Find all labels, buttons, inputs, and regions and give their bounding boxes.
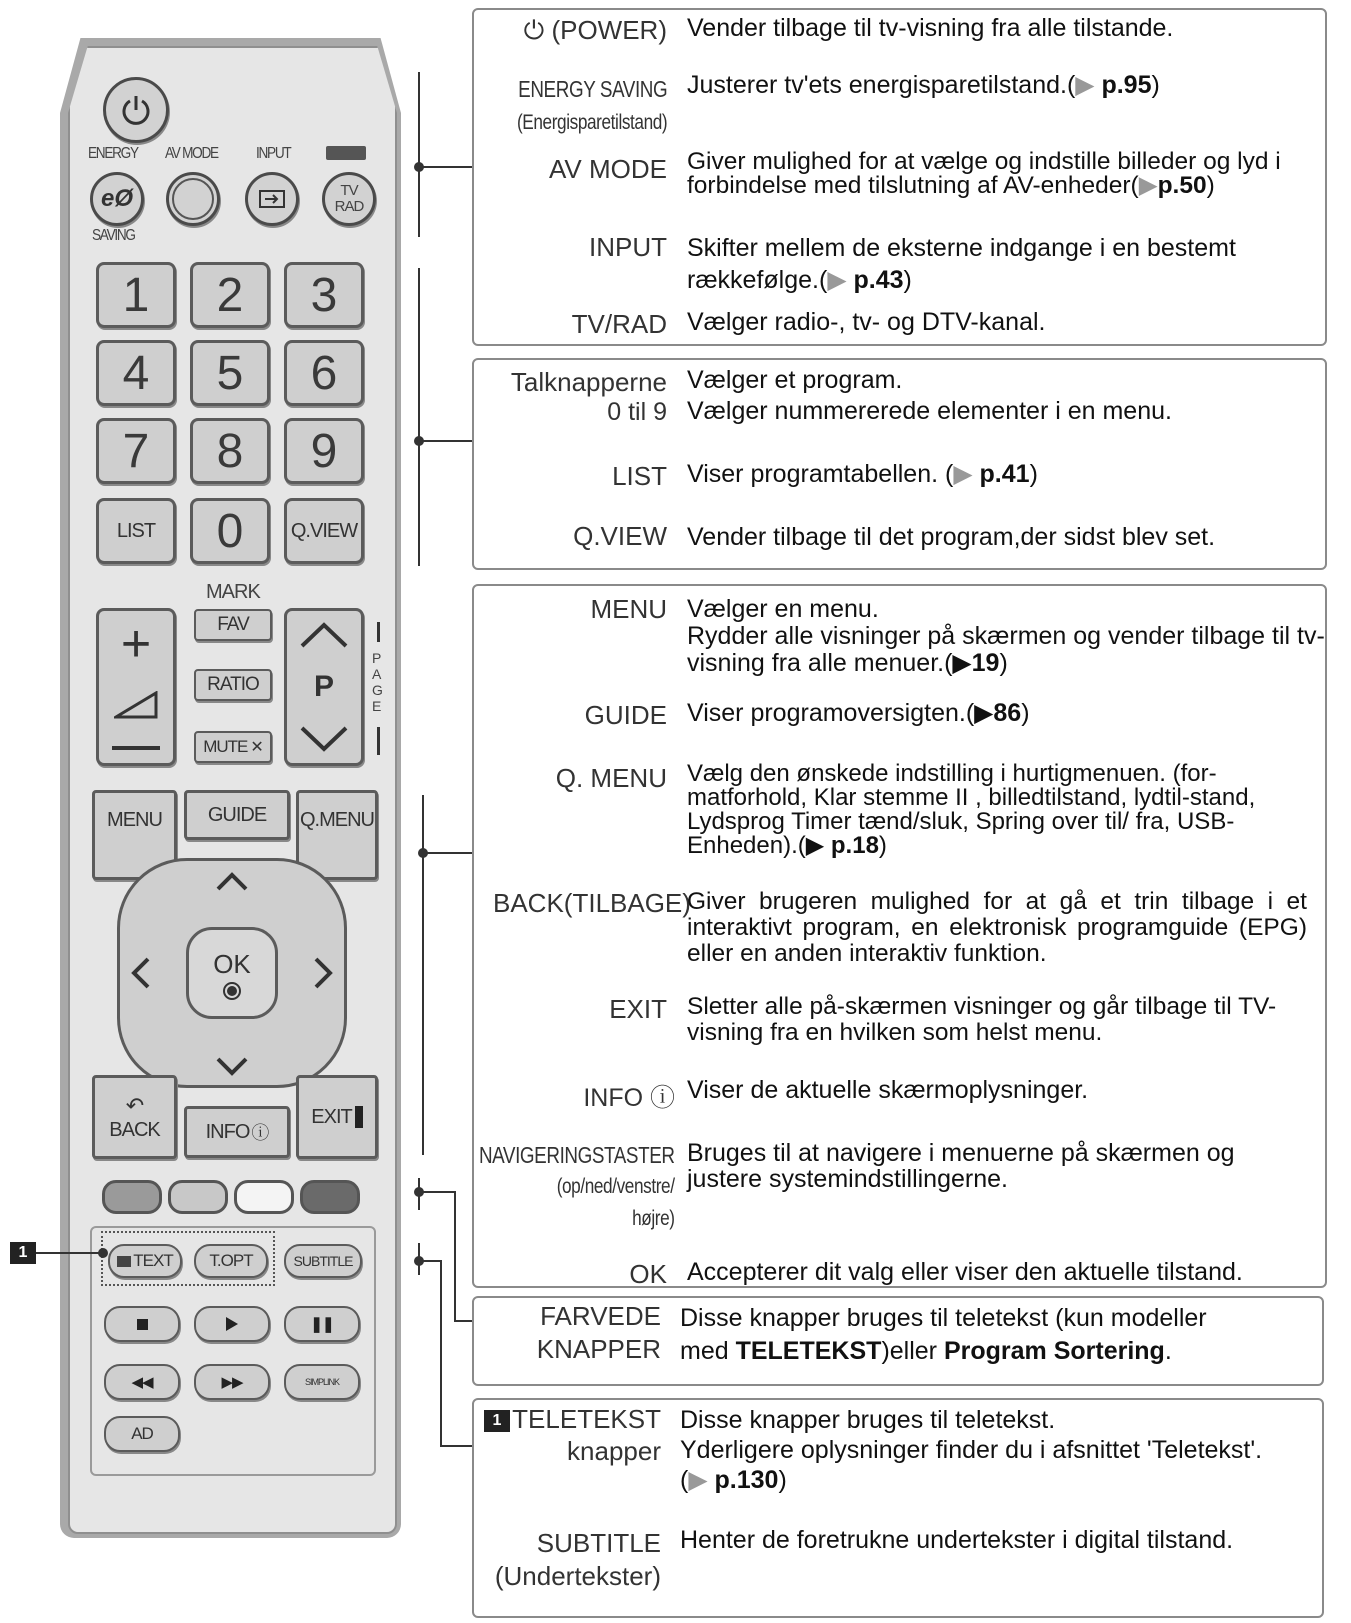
rewind-icon: ◀◀ <box>131 1374 153 1391</box>
digit-7-button[interactable]: 7 <box>96 418 176 484</box>
nav-up-icon[interactable] <box>215 871 249 891</box>
desc-color-keys: Disse knapper bruges til teletekst (kun modeller med TELETEKST)eller Program Sortering. <box>680 1304 1207 1365</box>
desc-0-to-9: Vælger nummererede elementer i en menu. <box>687 397 1172 425</box>
nav-right-icon[interactable] <box>314 956 334 990</box>
volume-rocker[interactable] <box>96 608 176 766</box>
label-qview: Q.VIEW <box>573 521 667 551</box>
back-label: BACK <box>109 1118 160 1141</box>
page-bar-bottom <box>377 727 380 755</box>
navigation-pad[interactable] <box>117 858 347 1088</box>
desc-navigation-keys: Bruges til at navigere i menuerne på skærmen og justere systemindstillingerne. <box>687 1139 1235 1193</box>
page-ref-arrow-icon: ▶ <box>805 832 825 859</box>
label-teletext: TELETEKST knapper <box>512 1404 661 1466</box>
color-button-green[interactable] <box>168 1180 228 1214</box>
label-back: BACK(TILBAGE) <box>493 888 691 918</box>
exit-button[interactable] <box>296 1075 378 1159</box>
topt-button[interactable]: T.OPT <box>194 1244 268 1278</box>
digit-2-button[interactable]: 2 <box>190 262 270 328</box>
color-button-red[interactable] <box>102 1180 162 1214</box>
page-ref-arrow-icon: ▶ <box>688 1466 708 1494</box>
exit-icon <box>355 1106 363 1128</box>
text-label: TEXT <box>133 1251 173 1270</box>
label-color-keys: FARVEDE KNAPPER <box>536 1301 661 1364</box>
desc-list: Viser programtabellen. (▶ p.41) <box>687 460 1038 488</box>
page-ref-arrow-icon: ▶ <box>827 266 847 294</box>
bracket-4-link-a <box>418 1191 454 1193</box>
text-icon <box>117 1256 131 1267</box>
saving-label: SAVING <box>92 227 135 244</box>
input-button[interactable] <box>245 172 299 226</box>
label-input: INPUT <box>589 232 667 262</box>
info-label: INFO <box>205 1120 250 1143</box>
desc-info: Viser de aktuelle skærmoplysninger. <box>687 1076 1089 1104</box>
label-list: LIST <box>612 461 667 491</box>
desc-teletext: Disse knapper bruges til teletekst. Yderligere oplysninger finder du i afsnittet 'Teletekst'. (▶ p.130) <box>680 1406 1263 1494</box>
color-button-yellow[interactable] <box>234 1180 294 1214</box>
label-tv-rad: TV/RAD <box>571 309 667 339</box>
bracket-4-link-c <box>454 1320 474 1322</box>
label-exit: EXIT <box>609 994 667 1024</box>
mute-icon: ✕ <box>250 739 263 756</box>
rewind-button[interactable] <box>104 1364 180 1400</box>
label-av-mode: AV MODE <box>549 154 667 184</box>
desc-ok: Accepterer dit valg eller viser den aktuelle tilstand. <box>687 1258 1243 1286</box>
desc-qmenu: Vælg den ønskede indstilling i hurtigmenuen. (for-matforhold, Klar stemme II , billedtilstand, lydtil-stand, Lydsprog Timer tænd/sluk, Spring over til/ fra, USB-Enheden).(▶ p.18) <box>687 760 1256 859</box>
volume-icon <box>114 691 158 719</box>
label-qmenu: Q. MENU <box>555 763 667 793</box>
label-navigation-keys: NAVIGERINGSTASTER (op/ned/venstre/ højre) <box>479 1142 675 1230</box>
info-button[interactable] <box>184 1106 290 1158</box>
program-down-icon <box>299 726 349 752</box>
page-bar-top <box>377 622 380 642</box>
page-ref-arrow-icon: ▶ <box>974 699 994 727</box>
power-icon <box>119 93 153 127</box>
energy-saving-button[interactable] <box>90 172 144 226</box>
label-power: ⏻ (POWER) <box>523 15 667 45</box>
program-rocker[interactable] <box>284 608 364 766</box>
callout-1-line <box>36 1252 104 1254</box>
av-mode-button[interactable] <box>166 172 220 226</box>
guide-button[interactable]: GUIDE <box>184 790 290 840</box>
play-icon <box>226 1317 238 1331</box>
subtitle-button[interactable]: SUBTITLE <box>284 1244 362 1278</box>
desc-guide: Viser programoversigten.(▶86) <box>687 699 1030 727</box>
page-label: P A G E <box>372 650 383 714</box>
bracket-3-link <box>422 852 472 854</box>
qview-button[interactable]: Q.VIEW <box>284 498 364 564</box>
program-label: P <box>313 670 334 703</box>
callout-1-dot <box>98 1248 108 1258</box>
digit-5-button[interactable]: 5 <box>190 340 270 406</box>
forward-button[interactable] <box>194 1364 270 1400</box>
ok-label: OK <box>213 948 251 979</box>
color-button-blue[interactable] <box>300 1180 360 1214</box>
tv-rad-button[interactable] <box>322 172 376 226</box>
desc-menu: Vælger en menu. Rydder alle visninger på skærmen og vender tilbage til tv-visning fra alle menuer.(▶19) <box>687 595 1325 677</box>
desc-input: Skifter mellem de eksterne indgange i en bestemt rækkefølge.(▶ p.43) <box>687 234 1236 294</box>
label-menu: MENU <box>590 594 667 624</box>
plus-icon: + <box>120 615 152 674</box>
bracket-4-link-b <box>454 1191 456 1321</box>
stop-button[interactable] <box>104 1306 180 1342</box>
label-ok: OK <box>629 1259 667 1289</box>
label-subtitle: SUBTITLE (Undertekster) <box>494 1528 661 1591</box>
av-mode-label: AV MODE <box>165 145 218 162</box>
label-energy-saving: ENERGY SAVING (Energisparetilstand) <box>516 76 667 134</box>
menu-button[interactable]: MENU <box>92 790 177 880</box>
page-ref-arrow-icon: ▶ <box>953 460 973 488</box>
bracket-5-link-b <box>440 1260 442 1446</box>
desc-exit: Sletter alle på-skærmen visninger og går tilbage til TV-visning fra en hvilken som helst menu. <box>687 993 1277 1046</box>
bracket-2 <box>418 268 420 566</box>
digit-9-button[interactable]: 9 <box>284 418 364 484</box>
ok-button[interactable] <box>186 927 278 1019</box>
desc-subtitle: Henter de foretrukne undertekster i digital tilstand. <box>680 1526 1234 1554</box>
label-number-buttons: Talknapperne <box>510 367 667 397</box>
simplink-button[interactable] <box>284 1364 360 1400</box>
desc-power: Vender tilbage til tv-visning fra alle tilstande. <box>687 14 1174 42</box>
pause-icon: ❚❚ <box>310 1316 334 1333</box>
tv-rad-label: TV RAD <box>334 182 364 215</box>
bracket-2-link <box>418 440 472 442</box>
input-icon <box>257 188 287 210</box>
exit-label: EXIT <box>311 1105 352 1128</box>
desc-number-buttons: Vælger et program. <box>687 366 903 394</box>
nav-down-icon[interactable] <box>215 1057 249 1077</box>
program-up-icon <box>299 622 349 648</box>
simplink-label: SIMPLINK <box>304 1377 339 1387</box>
ad-button[interactable]: AD <box>104 1416 180 1452</box>
stop-icon <box>137 1319 148 1330</box>
input-label: INPUT <box>256 145 291 162</box>
digit-6-button[interactable]: 6 <box>284 340 364 406</box>
power-button[interactable] <box>103 77 169 143</box>
page-ref-arrow-icon: ▶ <box>1075 71 1095 99</box>
ratio-button[interactable]: RATIO <box>194 669 272 701</box>
back-button[interactable] <box>92 1075 177 1159</box>
list-button[interactable]: LIST <box>96 498 176 564</box>
page-ref-arrow-icon: ▶ <box>1138 172 1158 199</box>
desc-back: Giver brugeren mulighed for at gå et trin tilbage i et interaktivt program, en elektronisk programguide (EPG) eller en anden interaktiv funktion. <box>687 888 1307 967</box>
page-ref-arrow-icon: ▶ <box>952 649 972 677</box>
desc-qview: Vender tilbage til det program,der sidst blev set. <box>687 523 1216 551</box>
label-info: INFO ⓘ <box>583 1084 675 1112</box>
fast-forward-icon: ▶▶ <box>221 1374 243 1391</box>
back-arrow-icon: ↶ <box>125 1092 144 1118</box>
bracket-1-link <box>418 166 472 168</box>
digit-0-button[interactable]: 0 <box>190 498 270 564</box>
energy-label: ENERGY <box>88 145 138 162</box>
digit-3-button[interactable]: 3 <box>284 262 364 328</box>
desc-av-mode: Giver mulighed for at vælge og indstille billeder og lyd i forbindelse med tilslutning af AV-enheder(▶p.50) <box>687 148 1281 199</box>
mark-label: MARK <box>206 581 260 603</box>
pause-button[interactable] <box>284 1306 360 1342</box>
bracket-5-link-c <box>440 1445 474 1447</box>
digit-4-button[interactable]: 4 <box>96 340 176 406</box>
bracket-5-link-a <box>418 1260 440 1262</box>
callout-1-marker: 1 <box>10 1242 36 1264</box>
ok-dot-icon <box>225 984 239 998</box>
digit-1-button[interactable]: 1 <box>96 262 176 328</box>
text-button[interactable] <box>108 1244 182 1278</box>
energy-saving-icon: eØ <box>100 185 133 212</box>
qmenu-button[interactable]: Q.MENU <box>296 790 378 880</box>
bracket-1 <box>418 72 420 237</box>
mute-button[interactable] <box>194 731 272 763</box>
teletext-marker: 1 <box>484 1410 510 1432</box>
tv-radio-icon <box>326 146 366 160</box>
minus-icon <box>112 746 160 750</box>
nav-left-icon[interactable] <box>130 956 150 990</box>
label-guide: GUIDE <box>584 700 667 730</box>
mute-label: MUTE <box>203 737 248 756</box>
desc-energy-saving: Justerer tv'ets energisparetilstand.(▶ p.95) <box>687 71 1160 99</box>
fav-button[interactable]: FAV <box>194 609 272 641</box>
info-icon: ⓘ <box>251 1123 269 1143</box>
av-mode-icon <box>172 178 214 220</box>
digit-8-button[interactable]: 8 <box>190 418 270 484</box>
label-0-to-9: 0 til 9 <box>607 398 667 426</box>
play-button[interactable] <box>194 1306 270 1342</box>
desc-tv-rad: Vælger radio-, tv- og DTV-kanal. <box>687 308 1046 336</box>
